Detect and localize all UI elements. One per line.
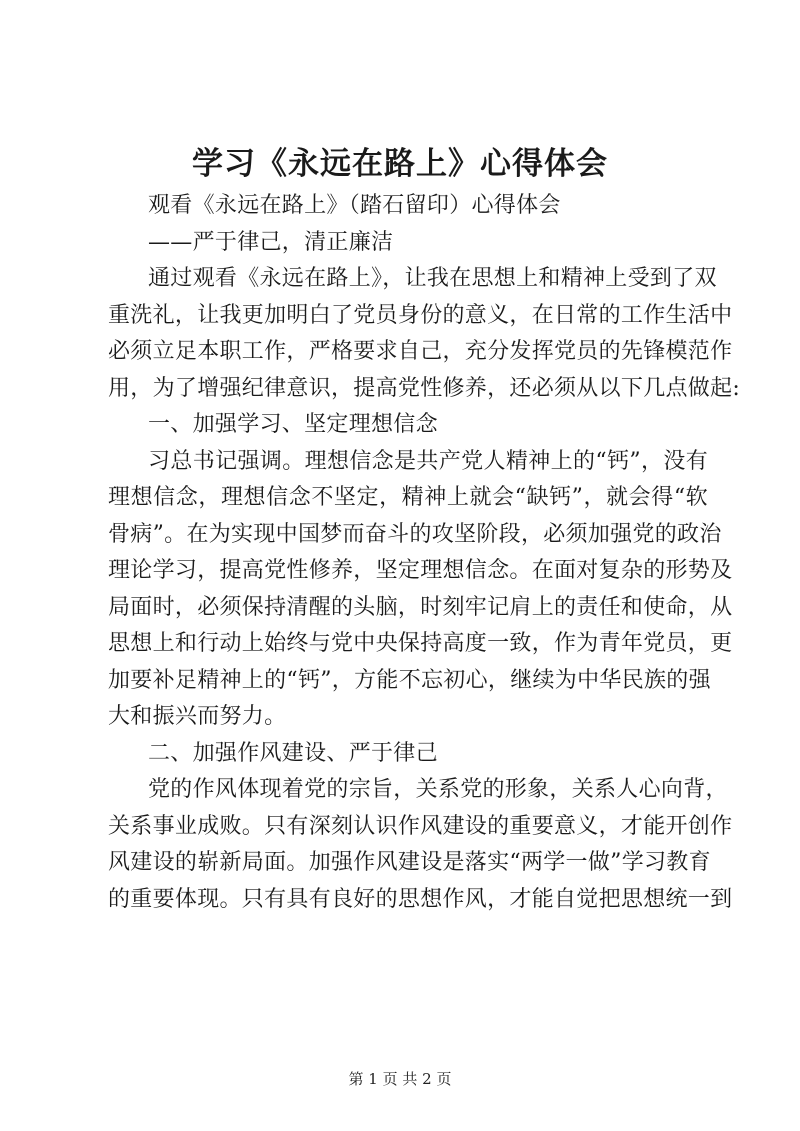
text-line: 党的作风体现着党的宗旨，关系党的形象，关系人心向背， (148, 777, 728, 802)
text-line: 用，为了增强纪律意识，提高党性修养，还必须从以下几点做起: (108, 375, 741, 401)
text-line: 重洗礼，让我更加明白了党员身份的意义，在日常的工作生活中 (108, 302, 733, 328)
text-line: 理想信念，理想信念不坚定，精神上就会“缺钙”，就会得“软 (108, 485, 708, 510)
text-line: 风建设的崭新局面。加强作风建设是落实“两学一做”学习教育 (108, 850, 711, 875)
text-line: 骨病”。在为实现中国梦而奋斗的攻坚阶段，必须加强党的政治 (108, 521, 722, 547)
text-line: 通过观看《永远在路上》，让我在思想上和精神上受到了双 (148, 266, 717, 291)
text-line: 必须立足本职工作，严格要求自己，充分发挥党员的先锋模范作 (108, 339, 733, 364)
text-line: 的重要体现。只有具有良好的思想作风，才能自觉把思想统一到 (108, 886, 733, 912)
text-line: 加要补足精神上的“钙”，方能不忘初心，继续为中华民族的强 (108, 667, 711, 693)
document-body (108, 188, 741, 918)
text-line: 思想上和行动上始终与党中央保持高度一致，作为青年党员，更 (108, 631, 733, 656)
text-line: 一、加强学习、坚定理想信念 (148, 412, 438, 437)
text-line: 大和振兴而努力。 (108, 704, 287, 729)
text-line: 二、加强作风建设、严于律己 (148, 740, 438, 766)
page-number-footer: 第 1 页 共 2 页 (348, 1070, 452, 1088)
text-line: 关系事业成败。只有深刻认识作风建设的重要意义，才能开创作 (108, 813, 733, 839)
text-line: ——严于律己，清正廉洁 (148, 229, 394, 255)
text-line: 观看《永远在路上》（踏石留印）心得体会 (148, 193, 561, 218)
text-line: 局面时，必须保持清醒的头脑，时刻牢记肩上的责任和使命，从 (108, 594, 733, 620)
text-line: 习总书记强调。理想信念是共产党人精神上的“钙”，没有 (148, 448, 708, 474)
text-line: 理论学习，提高党性修养，坚定理想信念。在面对复杂的形势及 (108, 558, 733, 583)
document-title: 学习《永远在路上》心得体会 (192, 146, 608, 182)
